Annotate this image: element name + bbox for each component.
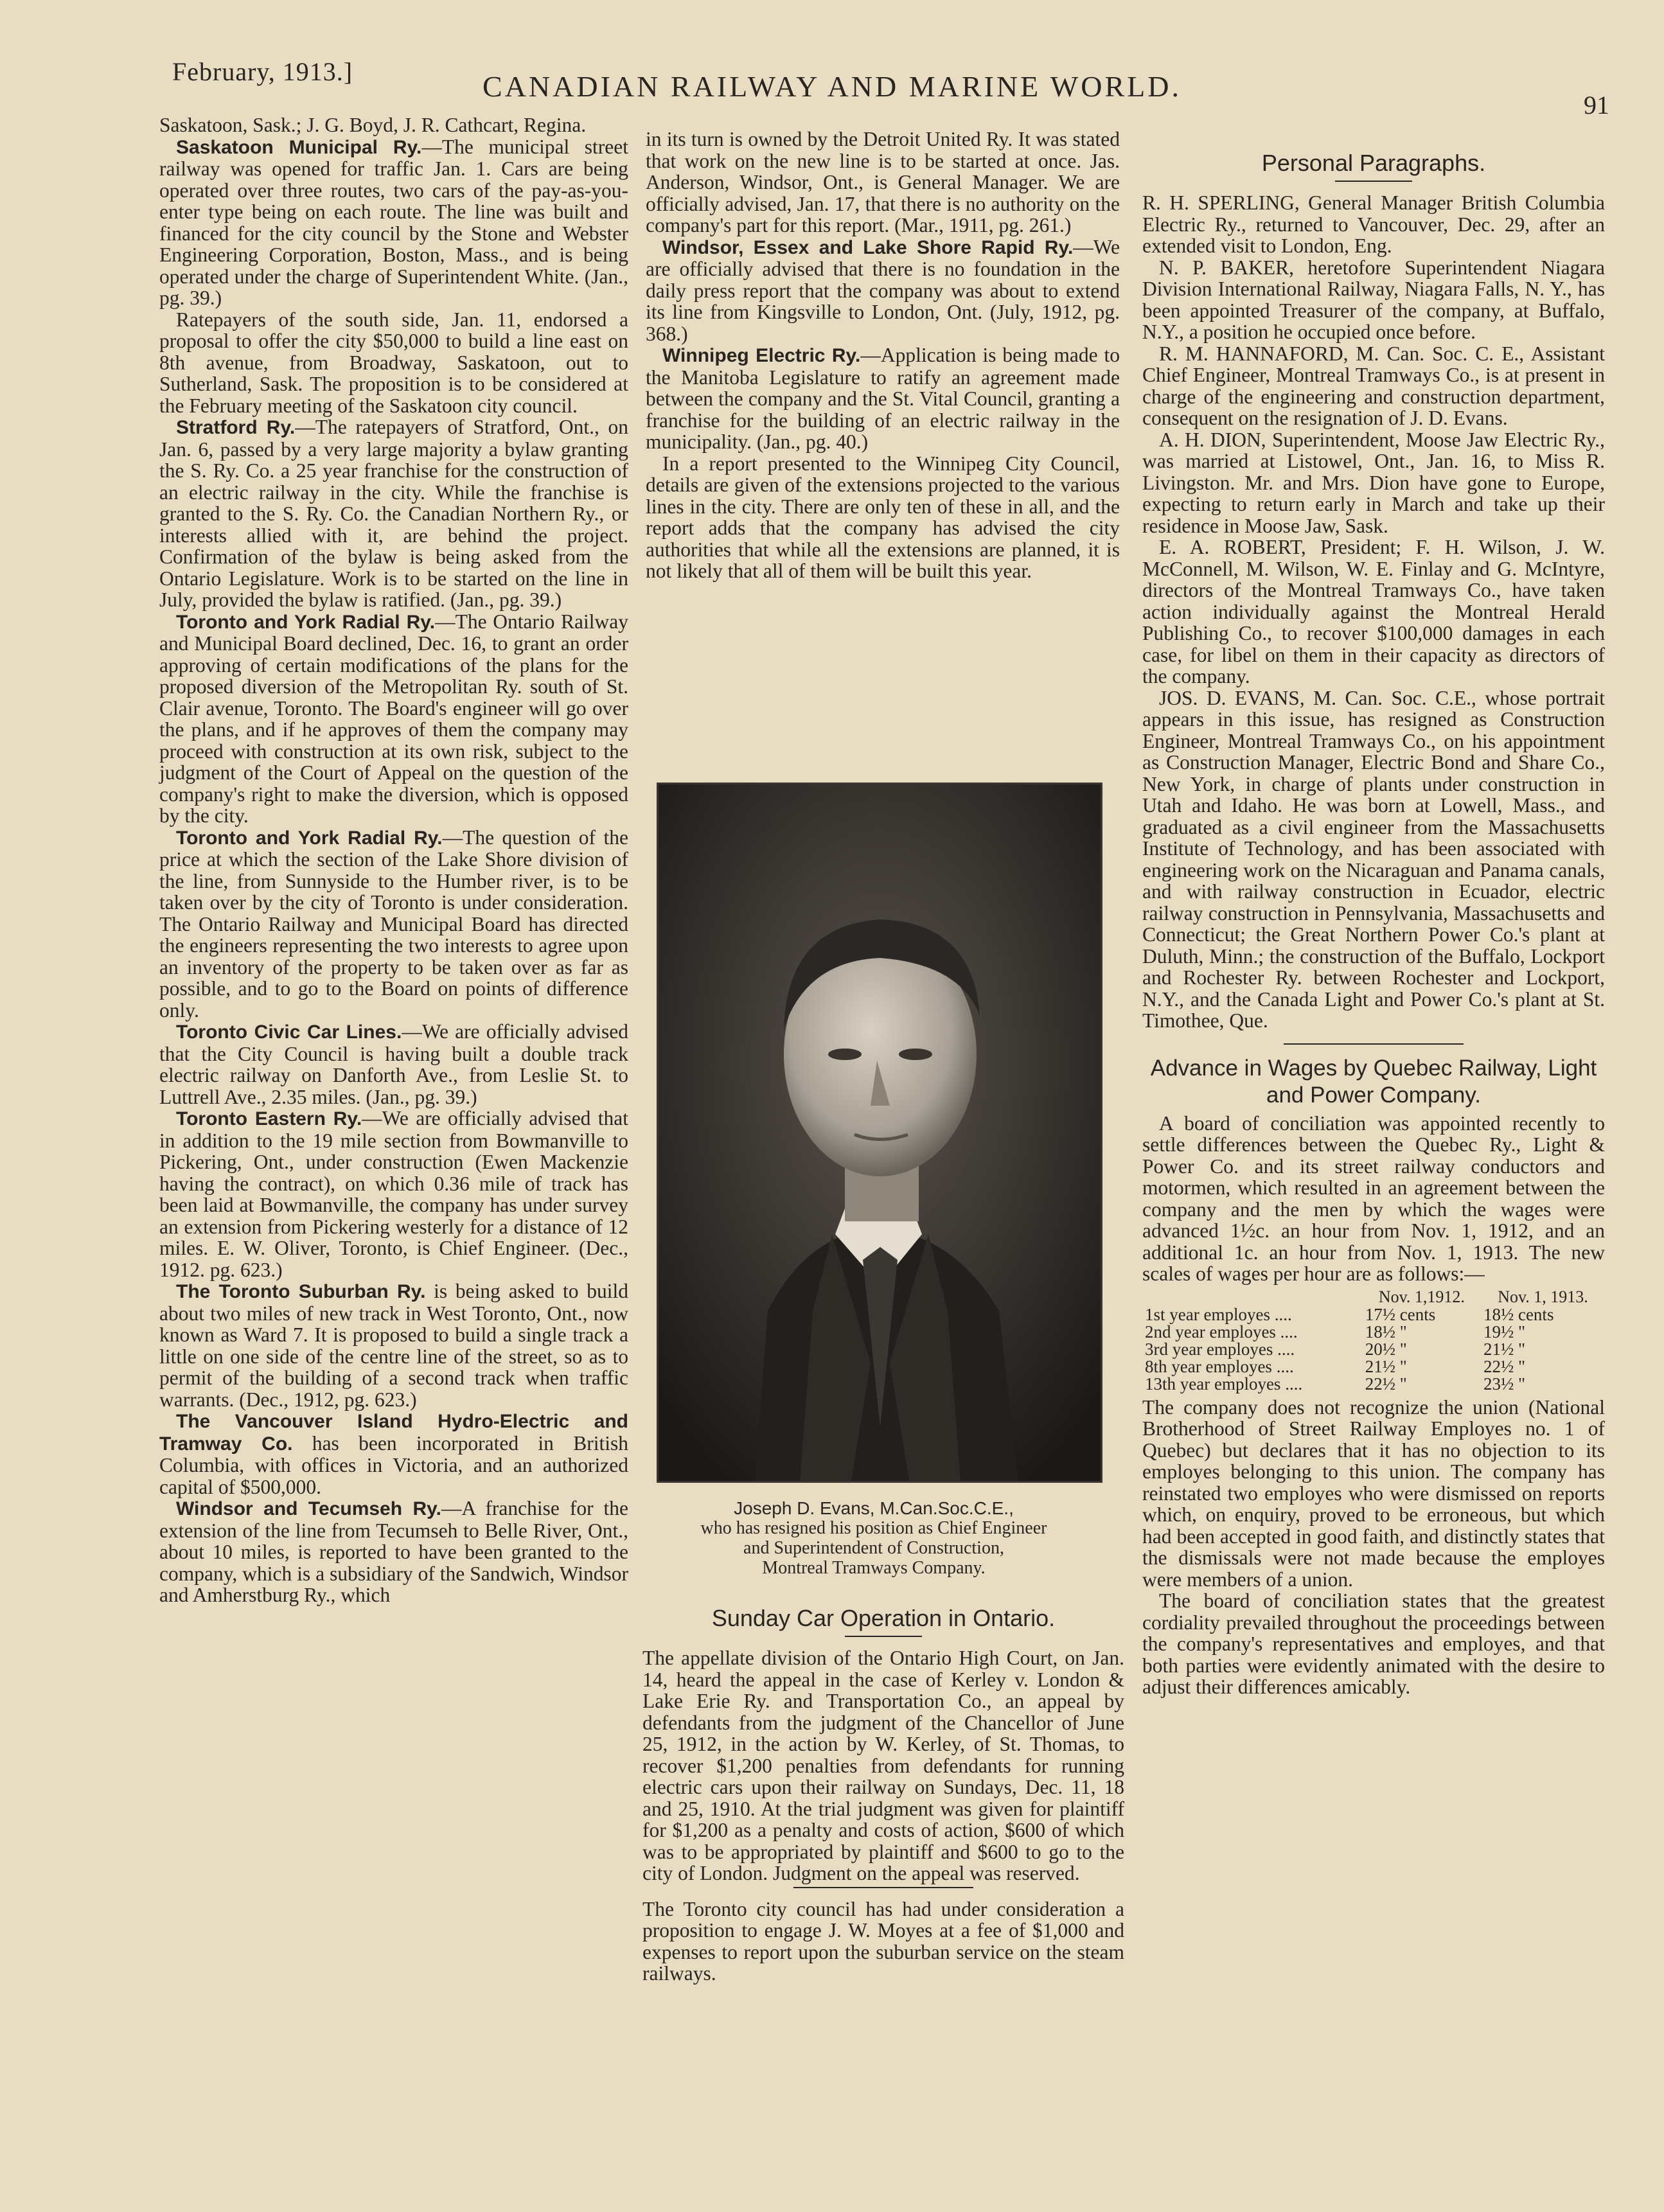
wage-table [1142,1287,1605,1393]
wage-cell: 17½ cents [1365,1304,1436,1324]
wage-cell: 19½ " [1483,1322,1525,1341]
photo-caption [623,1498,1124,1578]
paragraph-text: E. A. ROBERT, President; F. H. Wilson, J. W. McConnell, M. Wilson, W. E. Finlay and G. McIntyre, directors of the Montreal Tramways Co., have taken action individually against the Montreal Herald Publishing Co., to recover $100,000 damages in each case, for libel on them in their capacity as directors of the company. [1142,536,1605,687]
column-3 [1142,145,1605,1698]
wage-cell: 13th year employes .... [1145,1374,1303,1394]
paragraph-text: —A franchise for the extension of the line from Tecumseh to Belle River, Ont., about 10 miles, is reported to have been granted to the company, which is a subsidiary of the Sandwich, Windsor and Amherstburg Ry., which [159,1497,628,1606]
paragraph [159,1021,628,1108]
paragraph [1142,192,1605,257]
wage-header-row [1142,1287,1605,1306]
paragraph-text: —The municipal street railway was opened for traffic Jan. 1. Cars are being operated over three routes, two cars of the pay-as-you-enter type being on each route. The line was built and financed for the city council by the Stone and Webster Engineering Corporation, Boston, Mass., and is being operated under the charge of Superintendent White. (Jan., pg. 39.) [159,135,628,309]
title-rule [1335,181,1412,182]
paragraph-text: A. H. DION, Superintendent, Moose Jaw Electric Ry., was married at Listowel, Ont., Jan. 16, to Miss R. Livingston. Mr. and Mrs. Dion have gone to Europe, expecting to return early in March and take up their residence in Moose Jaw, Sask. [1142,428,1605,537]
item-heading: Windsor, Essex and Lake Shore Rapid Ry. [662,236,1074,258]
table-row [1142,1358,1605,1376]
caption-name: Joseph D. Evans, M.Can.Soc.C.E., [734,1498,1014,1518]
caption-line: who has resigned his position as Chief Engineer [700,1518,1047,1538]
paragraph-text: —We are officially advised that there is no foundation in the daily press report that the company was about to extend its line from Kingsville to London, Ont. (July, 1912, pg. 368.) [646,235,1120,345]
item-heading: Toronto and York Radial Ry. [176,611,436,633]
advance-title: Advance in Wages by Quebec Railway, Light and Power Company. [1150,1055,1597,1108]
advance-body [1142,1397,1605,1698]
wage-header-cell [1142,1287,1363,1306]
wage-cell: 21½ " [1365,1356,1407,1376]
item-heading: Toronto Civic Car Lines. [176,1022,402,1043]
paragraph: The Toronto city council has had under consideration a proposition to engage J. W. Moyes at a fee of $1,000 and expenses to report upon the suburban service on the steam railways. [642,1897,1124,1985]
paragraph-text: —Application is being made to the Manitoba Legislature to ratify an agreement made between the company and the St. Vital Council, granting a franchise for the building of an electric railway in the municipality. (Jan., pg. 40.) [646,344,1120,453]
paragraph-text: R. H. SPERLING, General Manager British Columbia Electric Ry., returned to Vancouver, Dec. 29, after an extended visit to London, Eng. [1142,191,1605,257]
wage-cell: 22½ " [1483,1356,1525,1376]
paragraph [159,827,628,1022]
wage-cell: 1st year employes .... [1145,1304,1292,1324]
paragraph [159,611,628,827]
paragraph-text: —The question of the price at which the section of the Lake Shore division of the line, from Sunnyside to the Humber river, is to be taken over by the city of Toronto is under consideration. The Ontario Railway and Municipal Board has directed the engineers representing the two interests to agree upon an inventory of the property to be taken over as far as possible, and to go to the Board on points of difference only. [159,826,628,1022]
section-rule [793,1887,973,1888]
paragraph [1142,429,1605,537]
title-rule [845,1636,922,1637]
paragraph [159,1410,628,1498]
paragraph [1142,257,1605,343]
personal-title: Personal Paragraphs. [1261,150,1486,176]
wage-cell: 3rd year employes .... [1145,1339,1295,1359]
paragraph [646,344,1120,453]
wage-cell: 8th year employes .... [1145,1356,1294,1376]
wage-header-cell: Nov. 1, 1913. [1498,1287,1588,1306]
item-heading: Saskatoon Municipal Ry. [176,136,422,158]
paragraph-text: JOS. D. EVANS, M. Can. Soc. C.E., whose portrait appears in this issue, has resigned as Construction Engineer, Montreal Tramways Co., on his appointment as Construction Manager, Electric Bond and Share Co., New York, in charge of plants under construction in Utah and Idaho. He was born at Lowell, Mass., and graduated as a civil engineer from the Massachusetts Institute of Technology, and has been associated with engineering work on the Nicaraguan and Panama canals, and with railway construction in Ecuador, electric railway construction in Pennsylvania, Massachusetts and Connecticut; the Great Northern Power Co.'s plant at Duluth, Minn.; the construction of the Buffalo, Lockport and Rochester Ry. between Rochester and Lockport, N.Y., and the Canada Light and Power Co.'s plant at St. Timothee, Que. [1142,686,1605,1032]
paragraph-text: —We are officially advised that in addition to the 19 mile section from Bowmanville to Pickering, Ont., under construction (Ewen Mackenzie having the contract), on which 0.36 mile of track has been laid at Bowmanville, the company has under survey an extension from Pickering westerly for a distance of 12 miles. E. W. Oliver, Toronto, is Chief Engineer. (Dec., 1912. pg. 623.) [159,1107,628,1281]
paragraph [159,1108,628,1280]
issue-date: February, 1913.] [172,57,353,86]
column-1 [159,114,628,1606]
paragraph-text: R. M. HANNAFORD, M. Can. Soc. C. E., Assistant Chief Engineer, Montreal Tramways Co., is at present in charge of the engineering and construction department, consequent on the resignation of J. D. Evans. [1142,342,1605,429]
wage-cell: 20½ " [1365,1339,1407,1359]
paragraph [1142,1397,1605,1591]
paragraph [1142,687,1605,1032]
item-heading: Stratford Ry. [176,417,296,438]
column-2 [646,128,1120,582]
paragraph-text: In a report presented to the Winnipeg City Council, details are given of the extensions projected to the various lines in the city. There are only ten of these in all, and the report adds that the company has advised the city authorities that while all the extensions are planned, it is not likely that all of them will be built this year. [646,452,1120,582]
sunday-title: Sunday Car Operation in Ontario. [711,1605,1056,1631]
portrait-photo [657,783,1102,1483]
paragraph [646,128,1120,236]
paragraph [1142,1590,1605,1698]
table-row [1142,1323,1605,1341]
paragraph [1142,343,1605,429]
paragraph [159,114,628,136]
sunday-car-article [642,1600,1124,1985]
wage-cell: 22½ " [1365,1374,1407,1394]
wage-header-cell: Nov. 1,1912. [1378,1287,1465,1306]
paragraph-text: Saskatoon, Sask.; J. G. Boyd, J. R. Cathcart, Regina. [159,114,587,136]
paragraph-text: Ratepayers of the south side, Jan. 11, endorsed a proposal to offer the city $50,000 to build a line east on 8th avenue, from Broadway, Saskatoon, out to Sutherland, Sask. The proposition is to be considered at the February meeting of the Saskatoon city council. [159,308,628,417]
running-header [0,50,1664,119]
paragraph [159,136,628,309]
personal-paragraphs [1142,192,1605,1032]
paragraph-text: N. P. BAKER, heretofore Superintendent Niagara Division International Railway, Niagara Falls, N. Y., has been appointed Treasurer of the company, at Buffalo, N.Y., a position he occupied once before. [1142,256,1605,343]
sunday-body [642,1647,1124,1884]
paragraph-text: in its turn is owned by the Detroit United Ry. It was stated that work on the new line is to be started at once. Jas. Anderson, Windsor, Ont., is General Manager. We are officially advised, Jan. 17, that there is no authority on the company's part for this report. (Mar., 1911, pg. 261.) [646,128,1120,236]
paragraph-text: —The Ontario Railway and Municipal Board declined, Dec. 16, to grant an order approving of certain modifications of the plans for the proposed diversion of the Metropolitan Ry. south of St. Clair avenue, Toronto. The Board's engineer will go over the plans, and if he approves of them the company may proceed with construction at its own risk, subject to the judgment of the Court of Appeal on the question of the company's right to make the diversion, which is opposed by the city. [159,610,629,827]
paragraph [1142,536,1605,687]
paragraph-text: —We are officially advised that the City Council is having built a double track electric railway on Danforth Ave., from Leslie St. to Luttrell Ave., 2.35 miles. (Jan., pg. 39.) [159,1020,628,1108]
paragraph [159,416,628,611]
paragraph-text: The appellate division of the Ontario High Court, on Jan. 14, heard the appeal in the case of Kerley v. London & Lake Erie Ry. and Transportation Co., an appeal by defendants from the judgment of the Chancellor of June 25, 1912, in the action by W. Kerley, of St. Thomas, to recover $1,200 penalties from defendants for running electric cars upon their railway on Sundays, Dec. 11, 18 and 25, 1910. At the trial judgment was given for plaintiff for $1,200 as a penalty and costs of action, $600 of which was to be appropriated by plaintiff and $600 to go to the city of London. Judgment on the appeal was reserved. [642,1647,1124,1884]
table-row [1142,1306,1605,1323]
item-heading: Windsor and Tecumseh Ry. [176,1498,441,1519]
paragraph-text: The company does not recognize the union (National Brotherhood of Street Railway Employes no. 1 of Quebec) but declares that it has no objection to its employes belonging to this union. The company has reinstated two employes who were dismissed on reports which, on enquiry, proved to be erroneous, but which had been accepted in good faith, and distinctly states that the dismissals were not made because the employes were members of a union. [1142,1395,1605,1591]
journal-title: CANADIAN RAILWAY AND MARINE WORLD. [482,70,1182,103]
table-row [1142,1376,1605,1393]
paragraph [646,236,1120,345]
item-heading: Toronto Eastern Ry. [176,1108,362,1129]
paragraph: A board of conciliation was appointed recently to settle differences between the Quebec Ry., Light & Power Co. and its street railway conductors and motormen, which resulted in an agreement between the company and the men by which the wages were advanced 1½c. an hour from Nov. 1, 1912, and an additional 1c. an hour from Nov. 1, 1913. The new scales of wages per hour are as follows:— [1142,1111,1605,1285]
paragraph-text: The board of conciliation states that the greatest cordiality prevailed throughout the proceedings between the company's representatives and employes, and that both parties were evidently animated with the desire to adjust their differences amicably. [1142,1589,1605,1698]
paragraph-text: —The ratepayers of Stratford, Ont., on Jan. 6, passed by a very large majority a bylaw granting the S. Ry. Co. a 25 year franchise for the construction of an electric railway in the city. While the franchise is granted to the S. Ry. Co. the Canadian Northern Ry., or interests allied with it, are behind the project. Confirmation of the bylaw is being asked from the Ontario Legislature. Work is to be started on the line in July, provided the bylaw is ratified. (Jan., pg. 39.) [159,416,628,611]
caption-line: and Superintendent of Construction, [743,1538,1004,1558]
page-number: 91 [1584,91,1609,119]
paragraph-text: is being asked to build about two miles of new track in West Toronto, Ont., now known as Ward 7. It is proposed to build a single track a little on one side of the centre line of the street, so as to permit of the building of a second track when traffic warrants. (Dec., 1912, pg. 623.) [159,1280,628,1411]
wage-cell: 18½ " [1365,1322,1407,1341]
paragraph [646,453,1120,582]
item-heading: Winnipeg Electric Ry. [662,345,861,366]
wage-cell: 23½ " [1483,1374,1525,1394]
portrait-image [659,784,1101,1481]
paragraph-text: has been incorporated in British Columbia, with offices in Victoria, and an authorized capital of $500,000. [159,1431,628,1498]
table-row [1142,1341,1605,1358]
wage-cell: 21½ " [1483,1339,1525,1359]
section-rule [1284,1043,1464,1045]
item-heading: The Vancouver Island Hydro-Electric and Tramway Co. [159,1411,628,1455]
caption-line: Montreal Tramways Company. [762,1558,986,1578]
paragraph [159,309,628,417]
item-heading: The Toronto Suburban Ry. [176,1281,426,1302]
paragraph [159,1280,628,1410]
item-heading: Toronto and York Radial Ry. [176,827,443,849]
wage-cell: 2nd year employes .... [1145,1322,1298,1341]
paragraph [642,1647,1124,1884]
wage-cell: 18½ cents [1483,1304,1554,1324]
paragraph [159,1498,628,1606]
